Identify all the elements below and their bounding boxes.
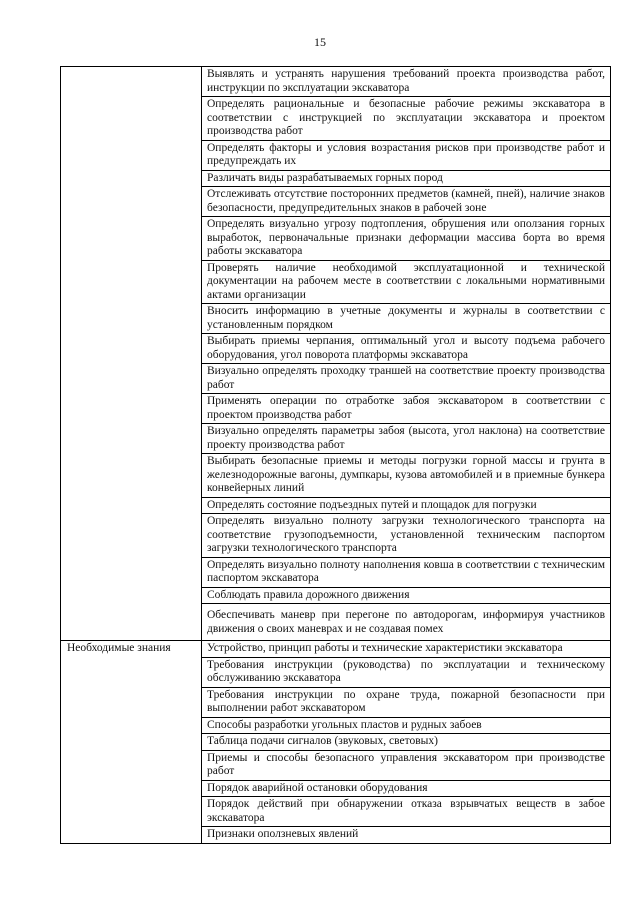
skill-item: Определять визуально полноту наполнения ковша в соответствии с техническим паспортом экскаватора <box>202 558 610 588</box>
knowledge-item: Порядок действий при обнаружении отказа взрывчатых веществ в забое экскаватора <box>202 797 610 827</box>
page-number: 15 <box>314 35 326 49</box>
knowledge-item: Порядок аварийной остановки оборудования <box>202 781 610 798</box>
knowledge-item: Приемы и способы безопасного управления экскаватором при производстве работ <box>202 751 610 781</box>
skill-item: Выбирать приемы черпания, оптимальный угол и высоту подъема рабочего оборудования, угол поворота платформы экскаватора <box>202 334 610 364</box>
skill-item: Вносить информацию в учетные документы и журналы в соответствии с установленным порядком <box>202 304 610 334</box>
skill-item: Определять факторы и условия возрастания рисков при производстве работ и предупреждать их <box>202 141 610 171</box>
skill-item: Проверять наличие необходимой эксплуатационной и технической документации на рабочем месте в соответствии с локальными нормативными актами организации <box>202 261 610 305</box>
skill-item: Визуально определять параметры забоя (высота, угол наклона) на соответствие проекту производства работ <box>202 424 610 454</box>
knowledge-label: Необходимые знания <box>67 642 171 654</box>
competency-table <box>60 66 611 844</box>
skill-item: Выбирать безопасные приемы и методы погрузки горной массы и грунта в железнодорожные вагоны, думпкары, кузова автомобилей и в приемные бункера конвейерных линий <box>202 454 610 498</box>
skill-item: Определять состояние подъездных путей и площадок для погрузки <box>202 498 610 515</box>
skill-item: Выявлять и устранять нарушения требований проекта производства работ, инструкции по эксплуатации экскаватора <box>202 67 610 97</box>
knowledge-item: Способы разработки угольных пластов и рудных забоев <box>202 718 610 735</box>
skills-label-cell <box>61 67 202 641</box>
knowledge-cell <box>202 641 611 844</box>
knowledge-item: Устройство, принцип работы и технические характеристики экскаватора <box>202 641 610 658</box>
knowledge-row <box>61 641 611 844</box>
knowledge-label-cell <box>61 641 202 844</box>
skill-item: Соблюдать правила дорожного движения <box>202 588 610 605</box>
knowledge-item: Требования инструкции (руководства) по эксплуатации и техническому обслуживанию экскаватора <box>202 658 610 688</box>
skill-item: Определять визуально угрозу подтопления, обрушения или оползания горных выработок, первоначальные признаки деформации массива борта во время работы экскаватора <box>202 217 610 261</box>
skills-row <box>61 67 611 641</box>
skill-item: Обеспечивать маневр при перегоне по автодорогам, информируя участников движения о своих маневрах и не создавая помех <box>207 609 605 635</box>
skill-item: Определять визуально полноту загрузки технологического транспорта на соответствие грузоподъемности, установленной техническим паспортом загрузки технологического транспорта <box>202 514 610 558</box>
knowledge-item: Таблица подачи сигналов (звуковых, световых) <box>202 734 610 751</box>
knowledge-item: Требования инструкции по охране труда, пожарной безопасности при выполнении работ экскаватором <box>202 688 610 718</box>
knowledge-item: Признаки оползневых явлений <box>207 828 359 840</box>
skill-item: Определять рациональные и безопасные рабочие режимы экскаватора в соответствии с инструкцией по эксплуатации экскаватора и проектом производства работ <box>202 97 610 141</box>
skill-item: Применять операции по отработке забоя экскаватором в соответствии с проектом производства работ <box>202 394 610 424</box>
skill-item: Отслеживать отсутствие посторонних предметов (камней, пней), наличие знаков безопасности, предупредительных знаков в рабочей зоне <box>202 187 610 217</box>
skills-cell <box>202 67 611 641</box>
skill-item: Визуально определять проходку траншей на соответствие проекту производства работ <box>202 364 610 394</box>
skill-item: Различать виды разрабатываемых горных пород <box>202 171 610 188</box>
